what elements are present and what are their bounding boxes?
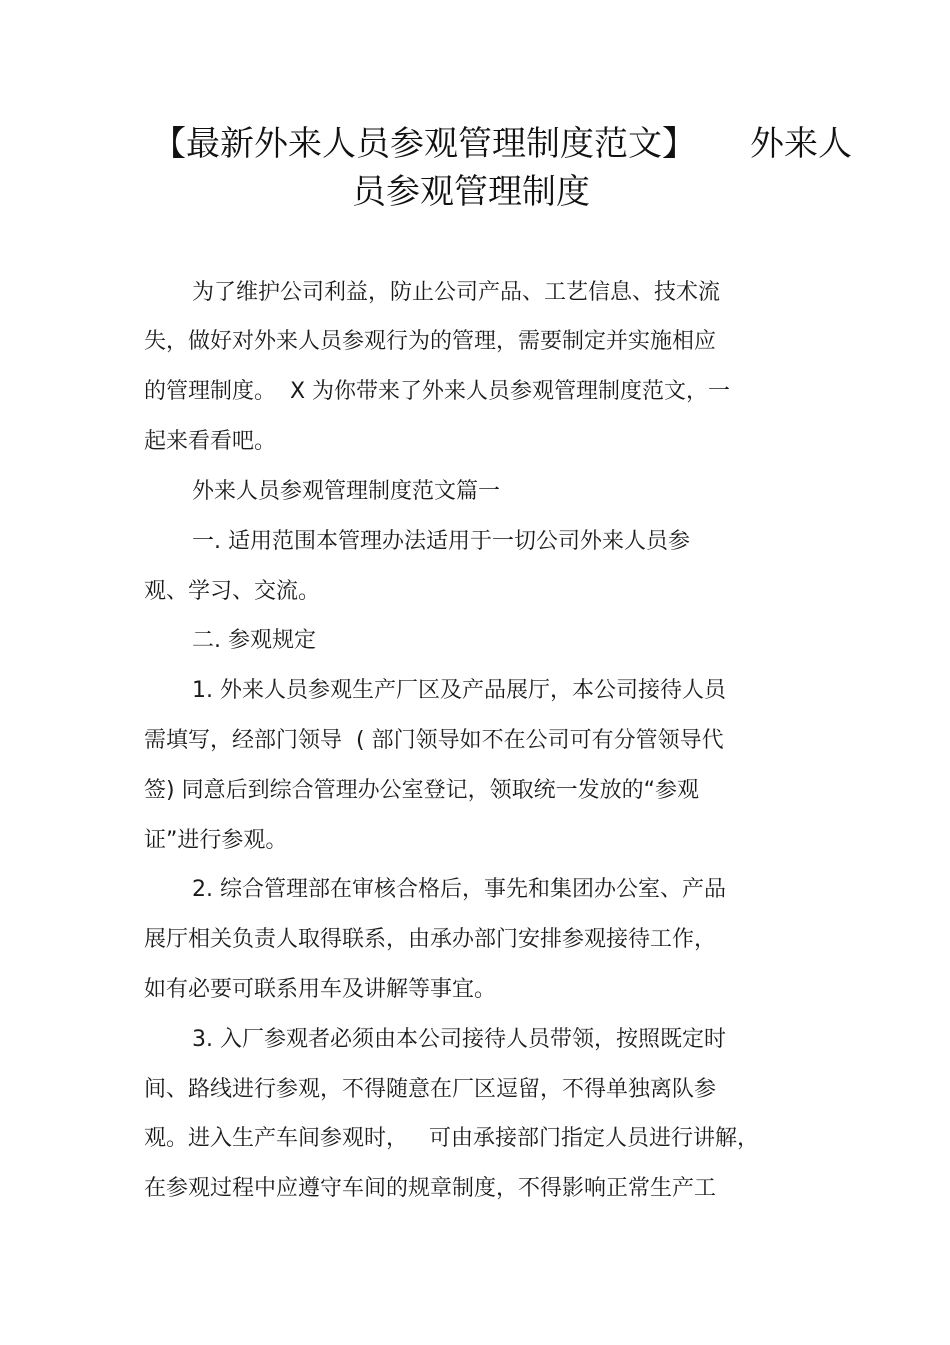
paragraph-line: 间、路线进行参观，不得随意在厂区逗留，不得单独离队参	[144, 1077, 717, 1102]
document-title-line-2: 员参观管理制度	[352, 172, 590, 212]
paragraph-line: 2. 综合管理部在审核合格后，事先和集团办公室、产品	[192, 877, 726, 902]
paragraph-line: 起来看看吧。	[144, 429, 277, 454]
paragraph-line: 的管理制度。 X 为你带来了外来人员参观管理制度范文，一	[144, 379, 731, 404]
paragraph-line: 为了维护公司利益，防止公司产品、工艺信息、技术流	[192, 280, 721, 305]
paragraph-line: 失，做好对外来人员参观行为的管理，需要制定并实施相应	[144, 329, 717, 354]
paragraph-line: 观、学习、交流。	[144, 579, 321, 604]
paragraph-line: 展厅相关负责人取得联系，由承办部门安排参观接待工作，	[144, 927, 717, 952]
document-title-line-1: 【最新外来人员参观管理制度范文】 外来人	[152, 124, 853, 164]
paragraph-line: 如有必要可联系用车及讲解等事宜。	[144, 977, 497, 1002]
paragraph-line: 签) 同意后到综合管理办公室登记，领取统一发放的“参观	[144, 778, 699, 803]
paragraph-line: 观。进入生产车间参观时， 可由承接部门指定人员进行讲解，	[144, 1126, 759, 1151]
paragraph-line: 3. 入厂参观者必须由本公司接待人员带领，按照既定时	[192, 1027, 726, 1052]
paragraph-line: 证”进行参观。	[144, 828, 288, 853]
paragraph-line: 在参观过程中应遵守车间的规章制度，不得影响正常生产工	[144, 1176, 717, 1201]
section-heading: 外来人员参观管理制度范文篇一	[192, 479, 501, 504]
paragraph-line: 一. 适用范围本管理办法适用于一切公司外来人员参	[192, 529, 690, 554]
section-heading: 二. 参观规定	[192, 628, 316, 653]
paragraph-line: 1. 外来人员参观生产厂区及产品展厅，本公司接待人员	[192, 678, 726, 703]
paragraph-line: 需填写，经部门领导 ( 部门领导如不在公司可有分管领导代	[144, 728, 724, 753]
